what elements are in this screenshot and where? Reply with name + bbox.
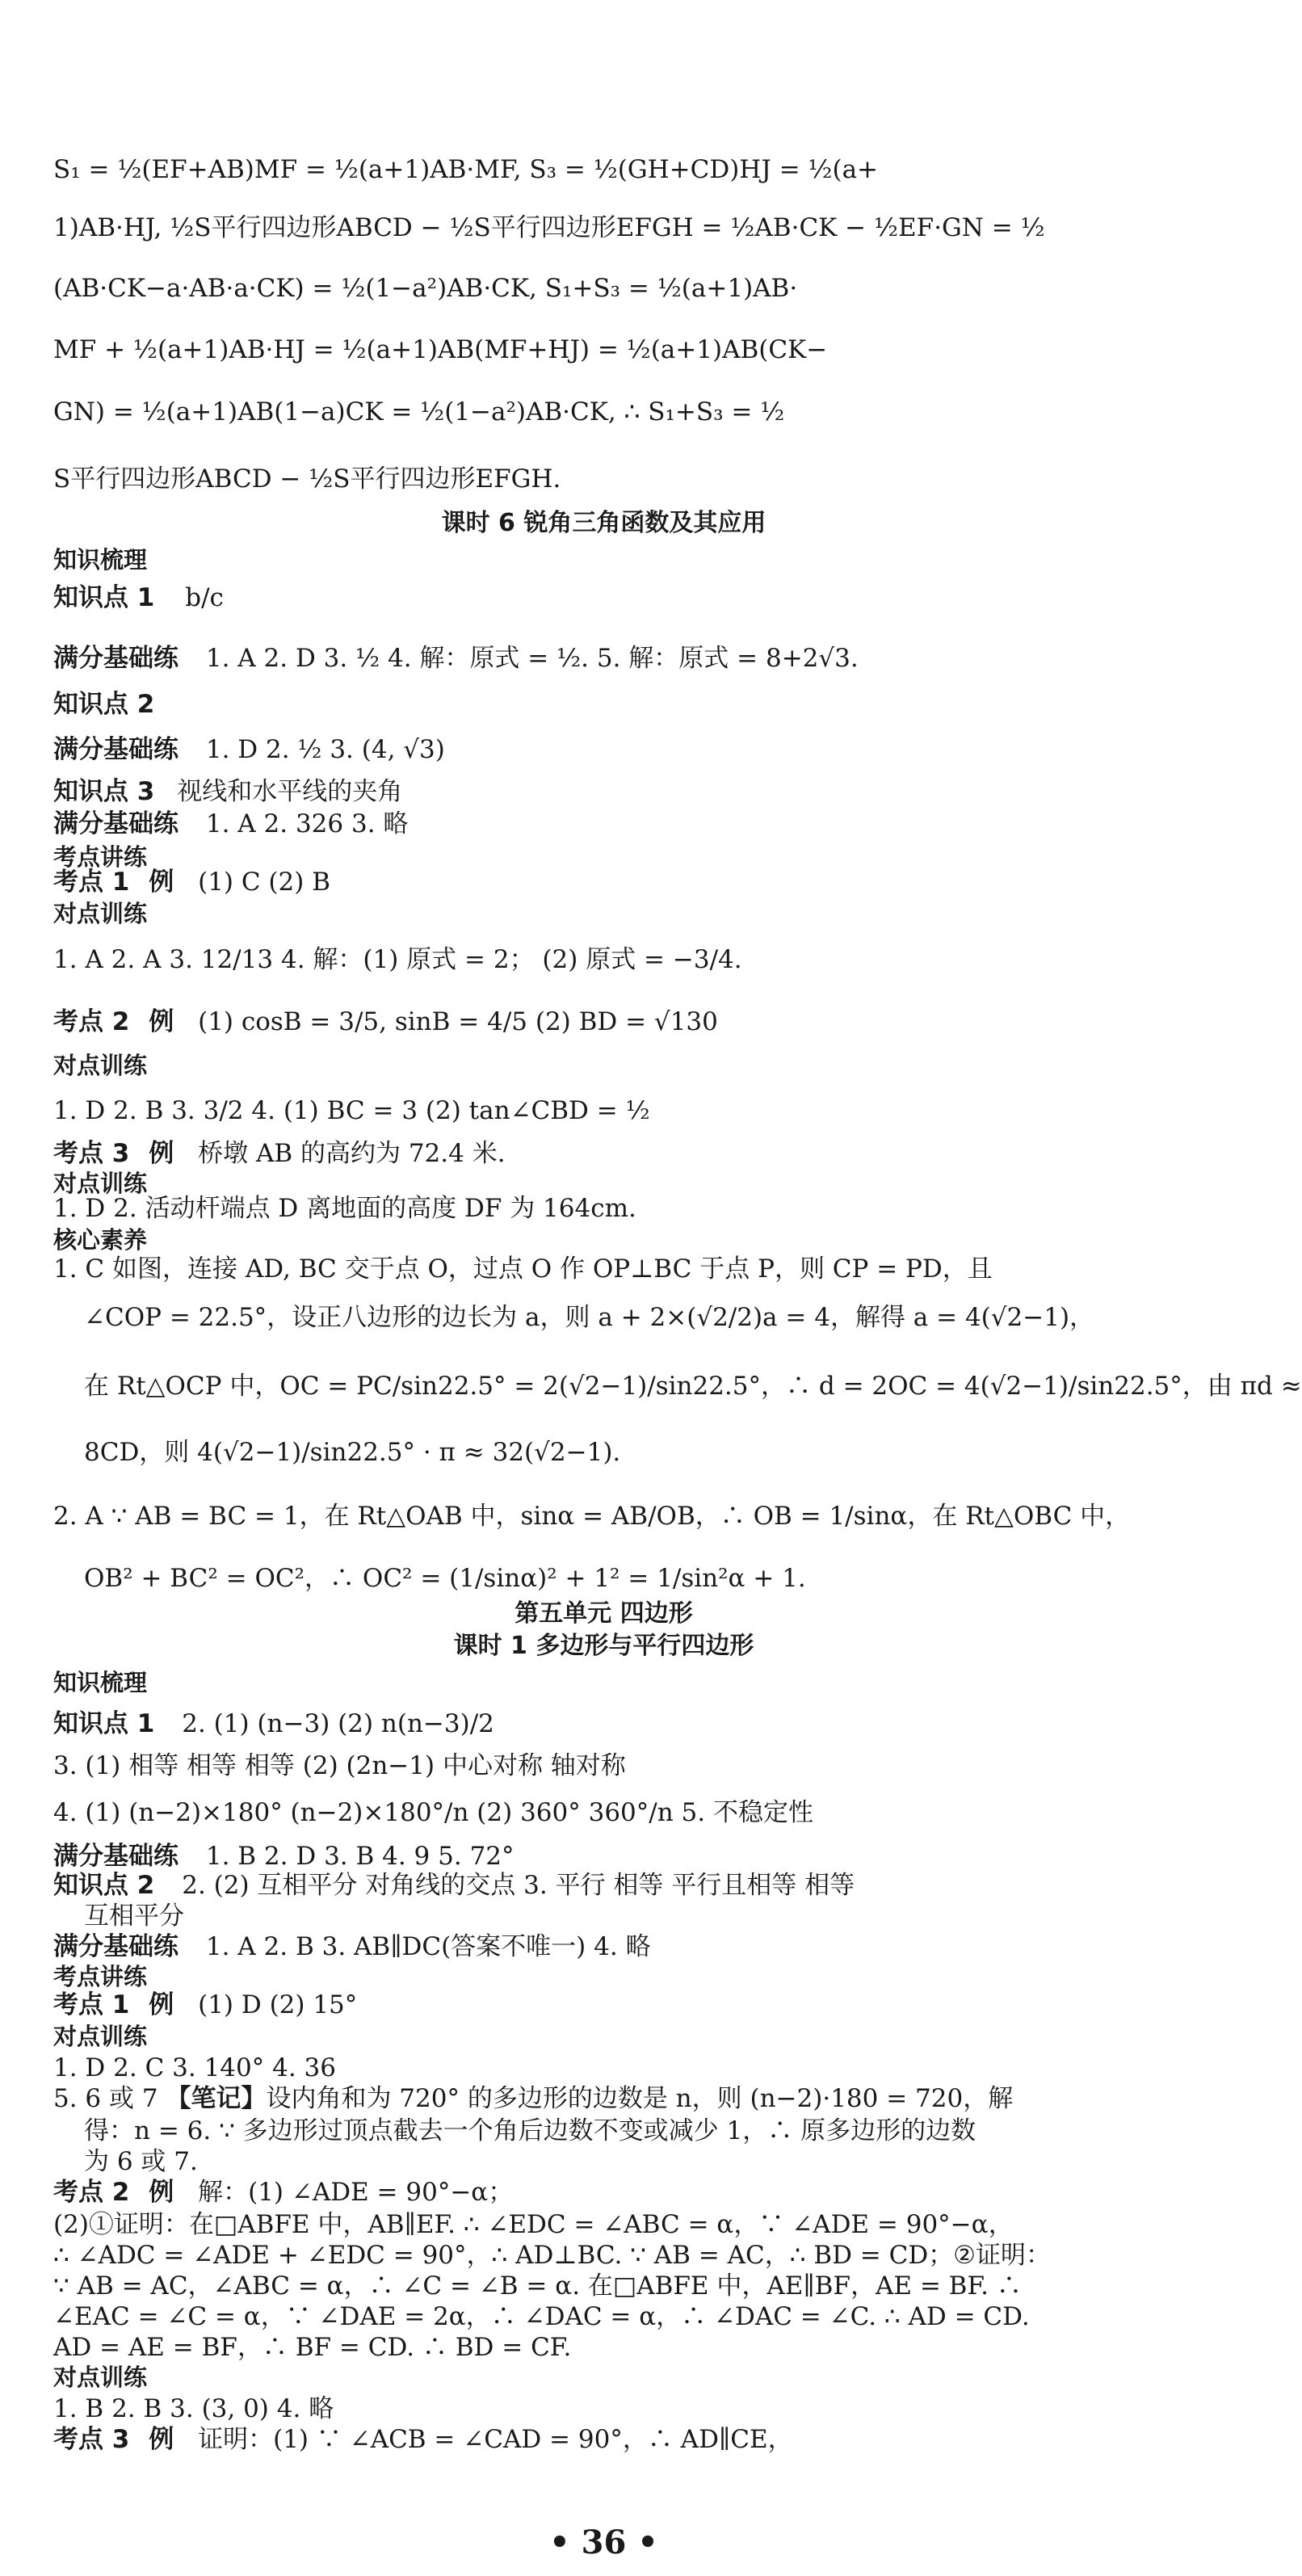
targeted-training-heading: 对点训练 [53,2364,148,2391]
kp3-exercise-answers: 1. A 2. 326 3. 略 [205,809,409,838]
u5-kd1-example-row [53,1989,1159,2021]
kp2-label: 知识点 2 [53,690,155,719]
targeted-training-heading: 对点训练 [53,900,148,927]
note-tag: 【笔记】 [166,2084,267,2113]
u5-kp1-exercise-answers: 1. B 2. D 3. B 4. 9 5. 72° [205,1842,514,1871]
targeted-training-heading: 对点训练 [53,1170,148,1197]
kp1-exercise-answers: 1. A 2. D 3. ½ 4. 解：原式 = ½. 5. 解：原式 = 8+2√3. [205,644,859,673]
kp1-value: b/c [185,583,224,612]
u5-kp2-exercise-answers: 1. A 2. B 3. AB∥DC(答案不唯一) 4. 略 [205,1932,651,1961]
proof-line: ∵ AB = AC，∠ABC = α，∴ ∠C = ∠B = α. 在□ABFE 中，AE∥BF，AE = BF. ∴ [53,2271,1022,2301]
kd2-label: 考点 2 [53,1007,130,1036]
u5-kp1-line1: 2. (1) (n−3) (2) n(n−3)/2 [182,1709,494,1738]
knowledge-review-heading: 知识梳理 [53,1669,148,1696]
intro-line: (AB·CK−a·AB·a·CK) = ½(1−a²)AB·CK, S₁+S₃ = ½(a+1)AB· [53,274,798,303]
solution-line: 在 Rt△OCP 中，OC = PC/sin22.5° = 2(√2−1)/sin22.5°，∴ d = 2OC = 4(√2−1)/sin22.5°，由 πd ≈ [84,1372,1302,1401]
basic-exercise-label: 满分基础练 [53,1842,178,1871]
example-label: 例 [149,1990,174,2019]
kp2-exercise-row [53,733,1159,766]
unit5-title: 第五单元 四边形 [514,1599,693,1628]
kd3-training-answers: 1. D 2. 活动杆端点 D 离地面的高度 DF 为 164cm. [53,1194,636,1223]
intro-line: GN) = ½(a+1)AB(1−a)CK = ½(1−a²)AB·CK, ∴ S₁+S₃ = ½ [53,397,785,427]
kd1-example-answer: (1) C (2) B [198,868,330,897]
proof-line: AD = AE = BF，∴ BF = CD. ∴ BD = CF. [53,2333,572,2362]
unit5-lesson1-title: 课时 1 多边形与平行四边形 [453,1632,754,1660]
kd3-example-row [53,1137,1159,1170]
kp2-exercise-answers: 1. D 2. ½ 3. (4, √3) [205,735,445,764]
solution-line: 8CD，则 4(√2−1)/sin22.5° · π ≈ 32(√2−1). [84,1438,621,1467]
exam-points-heading: 考点讲练 [53,1963,148,1990]
example-label: 例 [149,2425,174,2454]
kd3-example-answer: 桥墩 AB 的高约为 72.4 米. [198,1139,506,1168]
kp3-label: 知识点 3 [53,777,155,806]
kp1-label: 知识点 1 [53,583,155,612]
kd2-example-answer: (1) cosB = 3/5, sinB = 4/5 (2) BD = √130 [198,1007,718,1036]
kd2-training-answers: 1. D 2. B 3. 3/2 4. (1) BC = 3 (2) tan∠CBD = ½ [53,1096,650,1125]
u5-kd2-training-answers: 1. B 2. B 3. (3, 0) 4. 略 [53,2394,334,2423]
exam-points-heading: 考点讲练 [53,843,148,871]
kp3-row [53,775,1159,808]
u5-kd1-training-answers: 1. D 2. C 3. 140° 4. 36 [53,2053,336,2082]
kp1-exercise-row [53,642,1159,674]
example-label: 例 [149,868,174,897]
solution-line: ∠COP = 22.5°，设正八边形的边长为 a，则 a + 2×(√2/2)a = 4，解得 a = 4(√2−1)， [84,1303,1095,1332]
proof-line: ∴ ∠ADC = ∠ADE + ∠EDC = 90°，∴ AD⊥BC. ∵ AB = AC，∴ BD = CD；②证明： [53,2241,1051,2270]
u5-kd2-example-answer: 解：(1) ∠ADE = 90°−α； [198,2178,514,2207]
kp2-label: 知识点 2 [53,1871,155,1900]
intro-line: 1)AB·HJ, ½S平行四边形ABCD − ½S平行四边形EFGH = ½AB·CK − ½EF·GN = ½ [53,213,1045,242]
lesson6-title: 课时 6 锐角三角函数及其应用 [441,509,766,537]
example-label: 例 [149,2178,174,2207]
kd1-example-row [53,866,1159,898]
intro-line: S₁ = ½(EF+AB)MF = ½(a+1)AB·MF, S₃ = ½(GH+CD)HJ = ½(a+ [53,155,879,184]
basic-exercise-label: 满分基础练 [53,809,178,838]
basic-exercise-label: 满分基础练 [53,644,178,673]
kd1-label: 考点 1 [53,1990,130,2019]
kd2-example-row [53,1006,1159,1038]
kd2-label: 考点 2 [53,2178,130,2207]
u5-note-row [53,2082,1159,2115]
u5-kp2-line2: 互相平分 [84,1902,184,1931]
basic-exercise-label: 满分基础练 [53,735,178,764]
u5-kp2-row [53,1869,1159,1902]
kd1-label: 考点 1 [53,868,130,897]
kp1-label: 知识点 1 [53,1709,155,1738]
u5-note-intro: 5. 6 或 7 [53,2084,166,2113]
proof-line: (2)①证明：在□ABFE 中，AB∥EF. ∴ ∠EDC = ∠ABC = α，∵ ∠ADE = 90°−α， [53,2210,1014,2239]
kd1-training-answers: 1. A 2. A 3. 12/13 4. 解：(1) 原式 = 2； (2) 原式 = −3/4. [53,945,742,974]
targeted-training-heading: 对点训练 [53,1052,148,1079]
targeted-training-heading: 对点训练 [53,2023,148,2050]
intro-line: MF + ½(a+1)AB·HJ = ½(a+1)AB(MF+HJ) = ½(a+1)AB(CK− [53,335,828,364]
example-label: 例 [149,1007,174,1036]
intro-line: S平行四边形ABCD − ½S平行四边形EFGH. [53,464,561,494]
basic-exercise-label: 满分基础练 [53,1932,178,1961]
u5-kp2-line1: 2. (2) 互相平分 对角线的交点 3. 平行 相等 平行且相等 相等 [182,1871,855,1900]
solution-line: 1. C 如图，连接 AD, BC 交于点 O，过点 O 作 OP⊥BC 于点 P，则 CP = PD，且 [53,1254,993,1284]
kd3-label: 考点 3 [53,2425,130,2454]
u5-kd1-example-answer: (1) D (2) 15° [198,1990,358,2019]
kp1-row [53,582,1159,614]
kd3-label: 考点 3 [53,1139,130,1168]
kp3-exercise-row [53,808,1159,840]
u5-kp1-line2: 3. (1) 相等 相等 相等 (2) (2n−1) 中心对称 轴对称 [53,1751,626,1780]
u5-kd3-example-answer: 证明：(1) ∵ ∠ACB = ∠CAD = 90°，∴ AD∥CE， [198,2425,793,2454]
knowledge-review-heading: 知识梳理 [53,546,148,574]
u5-kp1-row [53,1708,1159,1740]
u5-note-rest: 设内角和为 720° 的多边形的边数是 n，则 (n−2)·180 = 720，解 [266,2084,1014,2113]
u5-kp2-exercise-row [53,1931,1159,1963]
u5-note-line: 得：n = 6. ∵ 多边形过顶点截去一个角后边数不变或减少 1，∴ 原多边形的边数 [84,2116,976,2145]
proof-line: ∠EAC = ∠C = α，∵ ∠DAE = 2α，∴ ∠DAC = α，∴ ∠DAC = ∠C. ∴ AD = CD. [53,2302,1030,2331]
u5-kp1-exercise-row [53,1840,1159,1872]
u5-kd3-example-row [53,2423,1159,2456]
u5-kp1-line3: 4. (1) (n−2)×180° (n−2)×180°/n (2) 360° 360°/n 5. 不稳定性 [53,1798,813,1827]
kp3-value: 视线和水平线的夹角 [177,777,403,806]
solution-line: OB² + BC² = OC²，∴ OC² = (1/sinα)² + 1² = 1/sin²α + 1. [84,1564,806,1593]
example-label: 例 [149,1139,174,1168]
kp2-row [53,688,1159,721]
page-number: • 36 • [549,2523,658,2561]
u5-note-line: 为 6 或 7. [84,2147,198,2176]
core-literacy-heading: 核心素养 [53,1226,148,1254]
u5-kd2-example-row [53,2176,1159,2208]
solution-line: 2. A ∵ AB = BC = 1，在 Rt△OAB 中，sinα = AB/OB，∴ OB = 1/sinα，在 Rt△OBC 中， [53,1502,1131,1531]
